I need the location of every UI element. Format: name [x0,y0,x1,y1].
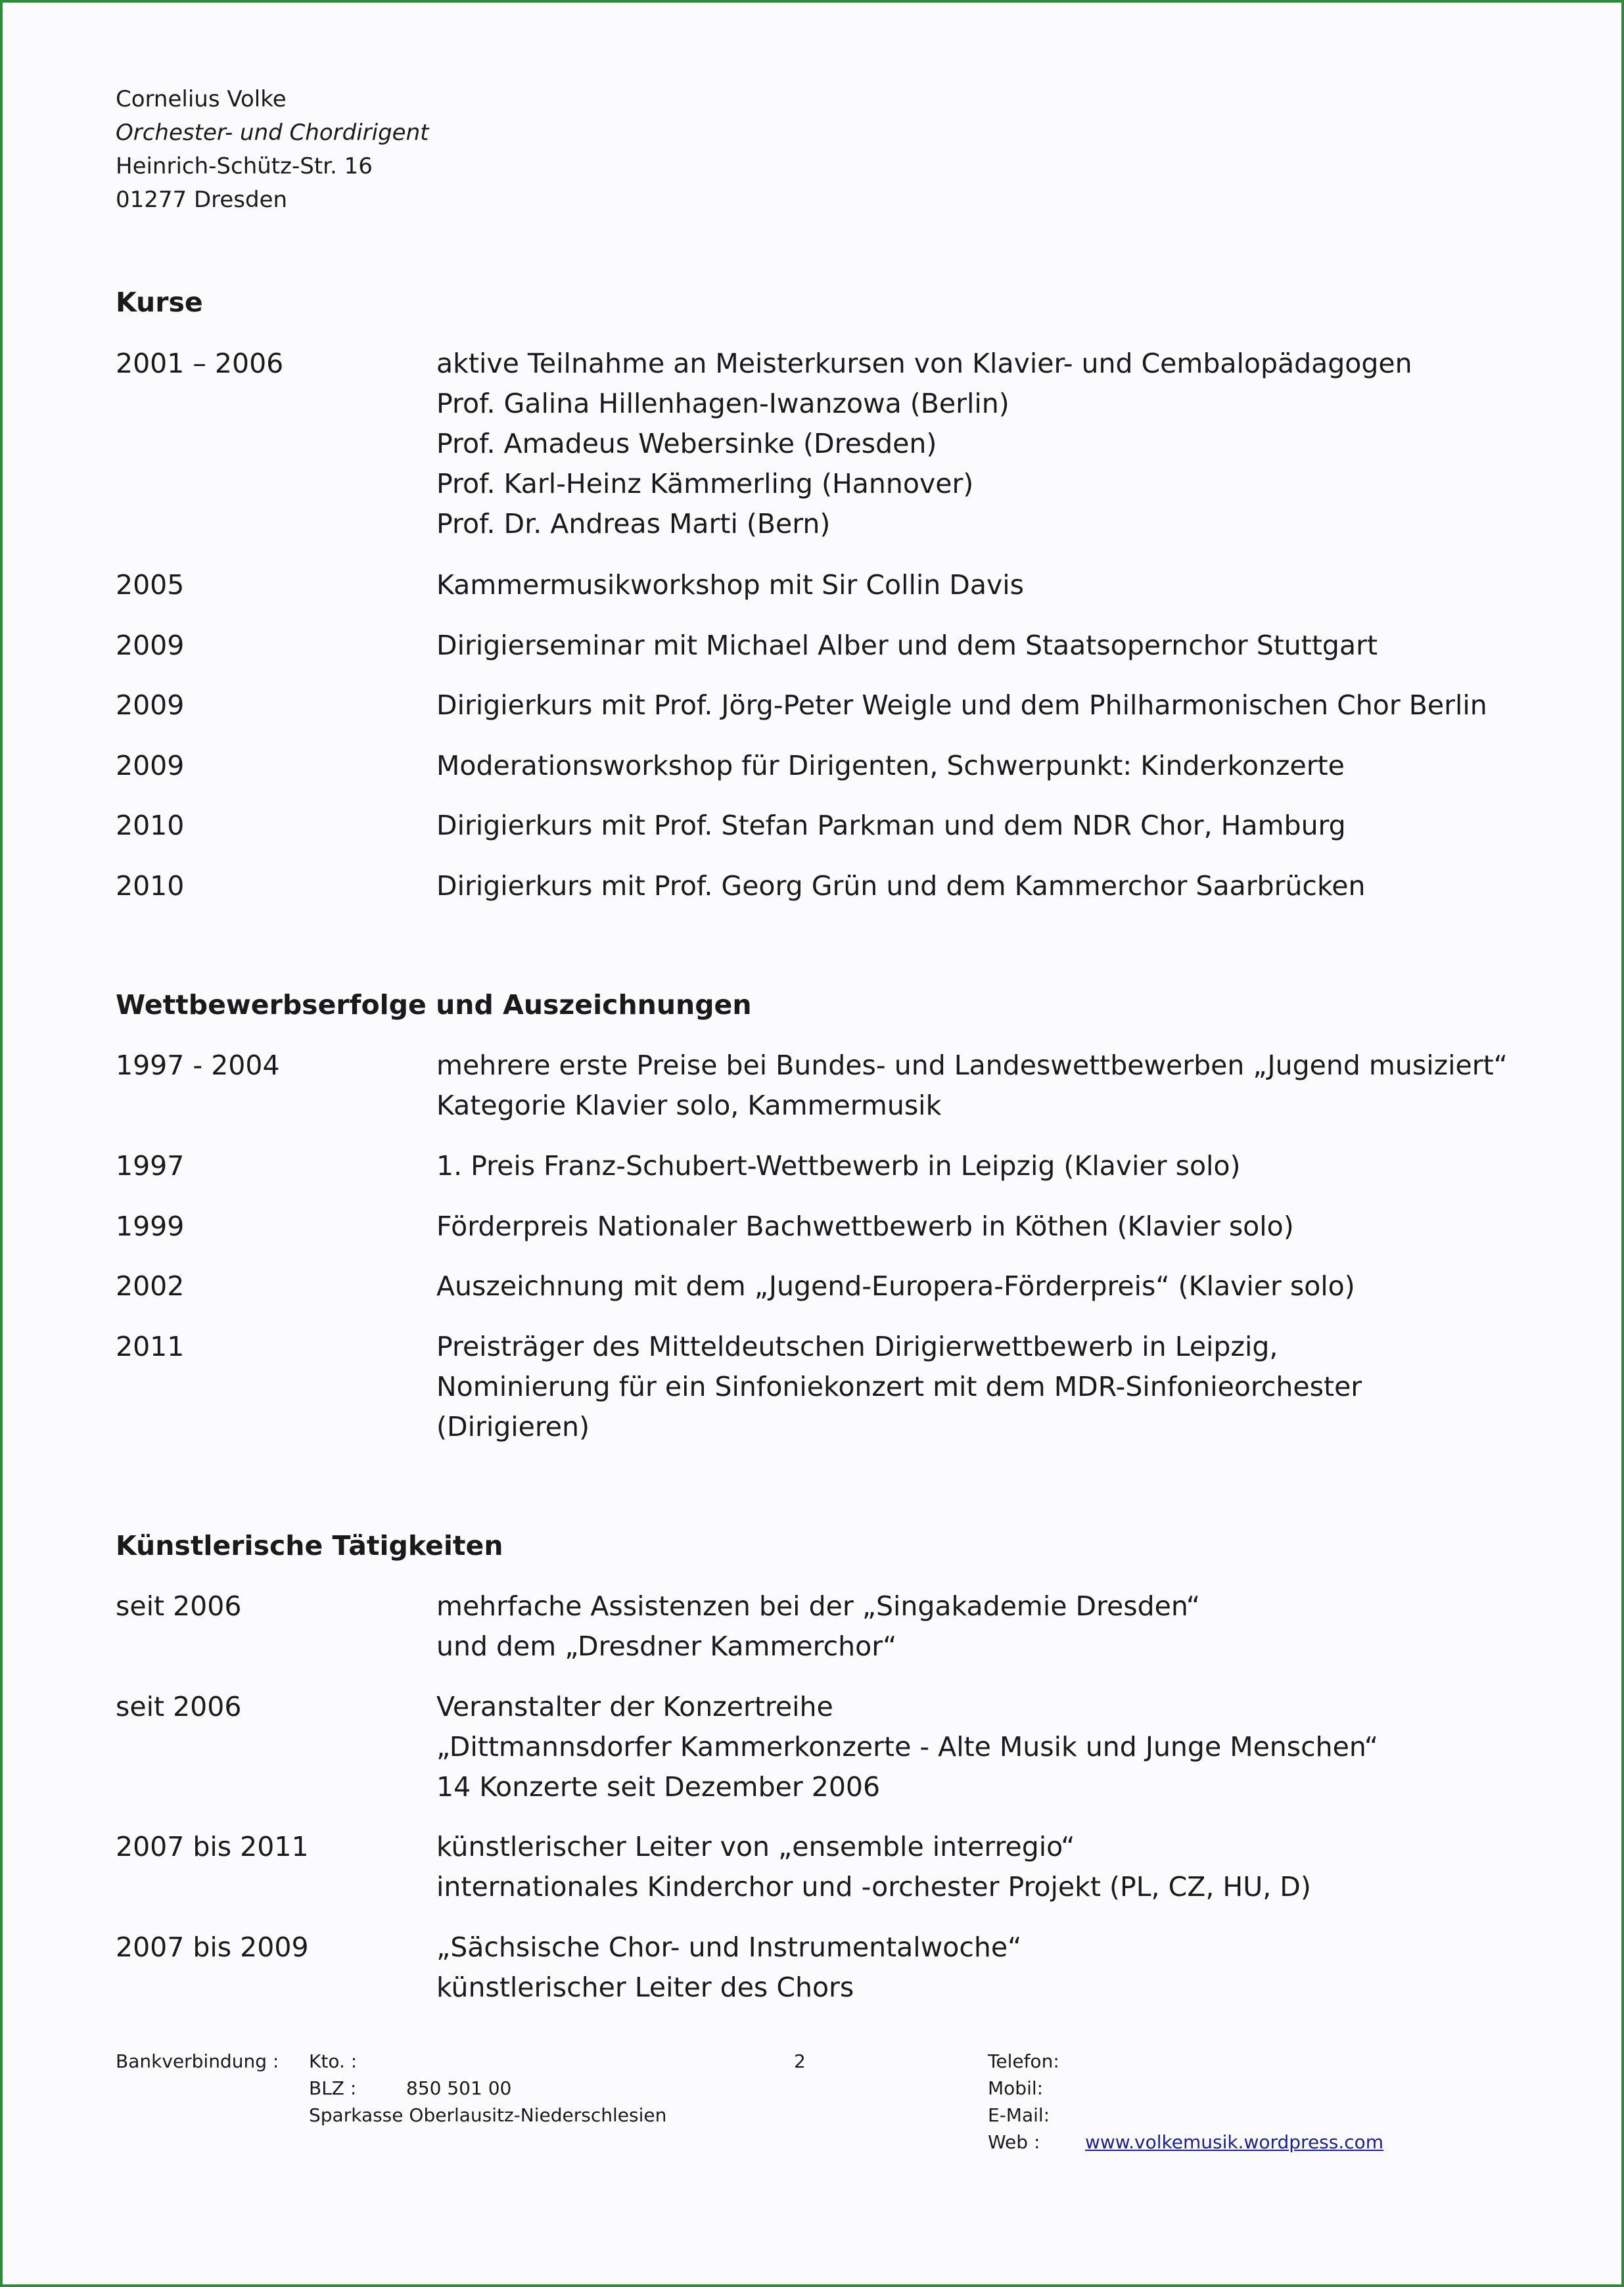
entry-description [436,1327,1362,1447]
entry-line: 1. Preis Franz-Schubert-Wettbewerb in Leipzig (Klavier solo) [436,1150,1241,1182]
entry-year: 2009 [116,750,185,781]
entry-line: „Sächsische Chor- und Instrumentalwoche“ [436,1931,1022,1963]
entry-year: 2011 [116,1331,185,1362]
entry-description [436,1046,1508,1126]
entry-line: Prof. Galina Hillenhagen-Iwanzowa (Berlin) [436,388,1009,419]
entry-description [436,1266,1355,1306]
entry-description [436,565,1024,605]
section-title-taetigkeiten: Künstlerische Tätigkeiten [116,1530,503,1561]
entry-year: 2002 [116,1270,185,1302]
entry-year: 2009 [116,689,185,721]
kto-label: Kto. : [309,2050,358,2072]
entry-year: 1997 - 2004 [116,1050,280,1081]
entry-line: Nominierung für ein Sinfoniekonzert mit dem MDR-Sinfonieorchester [436,1371,1362,1402]
web-label: Web : [988,2131,1040,2153]
entry-year: 2005 [116,569,185,601]
entry-line: mehrere erste Preise bei Bundes- und Landeswettbewerben „Jugend musiziert“ [436,1050,1508,1081]
sender-street: Heinrich-Schütz-Str. 16 [116,153,373,179]
entry-line: Dirigierkurs mit Prof. Jörg-Peter Weigle und dem Philharmonischen Chor Berlin [436,689,1487,721]
entry-line: Kategorie Klavier solo, Kammermusik [436,1090,942,1121]
entry-year: 1997 [116,1150,185,1182]
entry-line: 14 Konzerte seit Dezember 2006 [436,1771,881,1803]
telefon-label: Telefon: [988,2050,1059,2072]
bank-name: Sparkasse Oberlausitz-Niederschlesien [309,2104,667,2126]
entry-line: Preisträger des Mitteldeutschen Dirigierwettbewerb in Leipzig, [436,1331,1278,1362]
entry-line: Dirigierseminar mit Michael Alber und dem Staatsopernchor Stuttgart [436,630,1378,661]
entry-line: Dirigierkurs mit Prof. Stefan Parkman und dem NDR Chor, Hamburg [436,810,1346,841]
letterhead [116,83,429,217]
footer-contact [988,2048,1383,2156]
entry-year: seit 2006 [116,1691,242,1722]
entry-description [436,626,1378,666]
blz-label: BLZ : [309,2077,357,2099]
entry-description [436,1146,1241,1186]
entry-line: Förderpreis Nationaler Bachwettbewerb in Köthen (Klavier solo) [436,1211,1294,1242]
entry-description [436,1207,1294,1247]
entry-year: 2009 [116,630,185,661]
entry-year: 2010 [116,870,185,902]
entry-description [436,866,1365,906]
entry-line: künstlerischer Leiter von „ensemble interregio“ [436,1831,1075,1862]
entry-line: „Dittmannsdorfer Kammerkonzerte - Alte Musik und Junge Menschen“ [436,1731,1379,1763]
entry-description [436,1827,1311,1907]
entry-line: mehrfache Assistenzen bei der „Singakademie Dresden“ [436,1590,1201,1622]
section-title-kurse: Kurse [116,287,203,318]
entry-year: 2007 bis 2011 [116,1831,309,1862]
page-number: 2 [794,2050,806,2072]
entry-line: Prof. Karl-Heinz Kämmerling (Hannover) [436,468,974,499]
entry-year: 2001 – 2006 [116,348,284,379]
entry-description [436,1586,1200,1667]
blz-value: 850 501 00 [406,2077,512,2099]
entry-line: und dem „Dresdner Kammerchor“ [436,1630,897,1662]
entry-description [436,1928,1021,2008]
section-title-wettbewerbe: Wettbewerbserfolge und Auszeichnungen [116,989,752,1021]
entry-line: künstlerischer Leiter des Chors [436,1972,854,2003]
entry-description [436,685,1487,726]
entry-line: Veranstalter der Konzertreihe [436,1691,833,1722]
entry-line: Auszeichnung mit dem „Jugend-Europera-Förderpreis“ (Klavier solo) [436,1270,1355,1302]
entry-line: Dirigierkurs mit Prof. Georg Grün und dem Kammerchor Saarbrücken [436,870,1366,902]
entry-line: Moderationsworkshop für Dirigenten, Schwerpunkt: Kinderkonzerte [436,750,1345,781]
sender-city: 01277 Dresden [116,187,288,213]
entry-line: aktive Teilnahme an Meisterkursen von Klavier- und Cembalopädagogen [436,348,1412,379]
entry-year: seit 2006 [116,1590,242,1622]
entry-year: 2007 bis 2009 [116,1931,309,1963]
entry-year: 1999 [116,1211,185,1242]
entry-line: (Dirigieren) [436,1411,590,1443]
entry-line: Prof. Amadeus Webersinke (Dresden) [436,428,937,459]
website-link[interactable]: www.volkemusik.wordpress.com [1085,2131,1384,2153]
entry-line: Kammermusikworkshop mit Sir Collin Davis [436,569,1025,601]
footer-bank-label: Bankverbindung : [116,2050,279,2072]
entry-description [436,344,1412,544]
email-label: E-Mail: [988,2104,1050,2126]
sender-name: Cornelius Volke [116,86,287,112]
entry-description [436,746,1345,786]
entry-year: 2010 [116,810,185,841]
sender-title: Orchester- und Chordirigent [116,120,429,146]
entry-line: Prof. Dr. Andreas Marti (Bern) [436,508,831,540]
mobil-label: Mobil: [988,2077,1044,2099]
entry-description [436,806,1346,846]
entry-line: internationales Kinderchor und -orchester Projekt (PL, CZ, HU, D) [436,1871,1311,1903]
footer-bank-details [309,2048,666,2129]
entry-description [436,1687,1378,1807]
